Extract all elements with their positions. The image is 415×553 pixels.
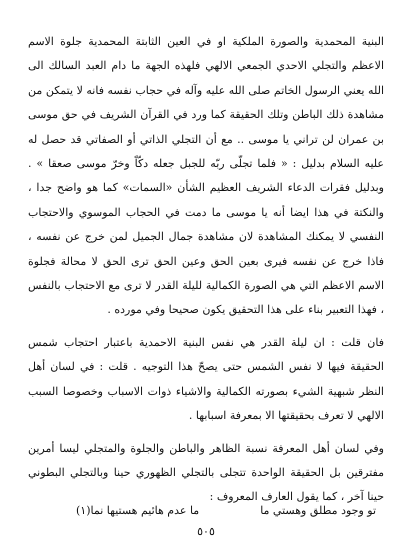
verse-hemistich-left: ما عدم هائيم هستيها نما‏(١) bbox=[76, 504, 200, 517]
poetry-verse bbox=[28, 500, 384, 522]
paragraph-2: فان قلت : ان ليلة القدر هي نفس البنية الاحمدية باعتبار احتجاب شمس الحقيقة فيها لا نفس الشمس حتى يصحّ هذا التوجيه . قلت : في لسان أهل النظر شبهية الشيء بصورته الكمالية والاشياء ذوات الاسباب وخصوصا السبب الالهي لا تعرف بحقيقتها الا بمعرفة اسبابها . bbox=[28, 335, 384, 423]
verse-hemistich-right: تو وجود مطلق وهستي ما bbox=[260, 504, 376, 517]
paragraph-3: وفي لسان أهل المعرفة نسبة الظاهر والباطن والجلوة والمتجلي ليسا أمرين مفترقين بل الحقيقة الواحدة تتجلى بالتجلي الظهوري حينا وبالتجلي البطوني حينا آخر ، كما يقول العارف المعروف : bbox=[28, 441, 384, 504]
paragraph-1: البنية المحمدية والصورة الملكية او في العين الثابتة المحمدية جلوة الاسم الاعظم والتجلي الاحدي الجمعي الالهي فلهذه الجهة ما دام العبد السالك الى الله يعني الرسول الخاتم صلى الله عليه وآله في حجاب نفسه فانه لا يتمكن من مشاهدة ذلك الباطن وتلك الحقيقة كما ورد في القرآن الشريف في حق موسى بن عمران لن تراني يا موسى .. مع أن التجلي الذاتي أو الصفاتي قد حصل له عليه السلام بدليل : « فلما تجلّى ربّه للجبل جعله دكّاً وخرّ موسى صعقا » . وبدليل فقرات الدعاء الشريف العظيم الشأن «السمات» كما هو واضح جدا ، والنكتة في هذا ايضا أنه يا موسى ما دمت في الحجاب الموسوي والاحتجاب النفسي لا يمكنك المشاهدة لان مشاهدة جمال الجميل لمن خرج عن نفسه ، فاذا خرج عن نفسه فيرى بعين الحق وعين الحق ترى الحق لا محالة فجلوة الاسم الاعظم التي هي الصورة الكمالية لليلة القدر لا ترى مع الاحتجاب بالنفس ، فهذا التعبير بناء على هذا التحقيق يكون صحيحا وفي مورده . bbox=[28, 35, 384, 317]
document-page bbox=[28, 30, 384, 538]
page-number: ٥٠٥ bbox=[197, 525, 215, 538]
